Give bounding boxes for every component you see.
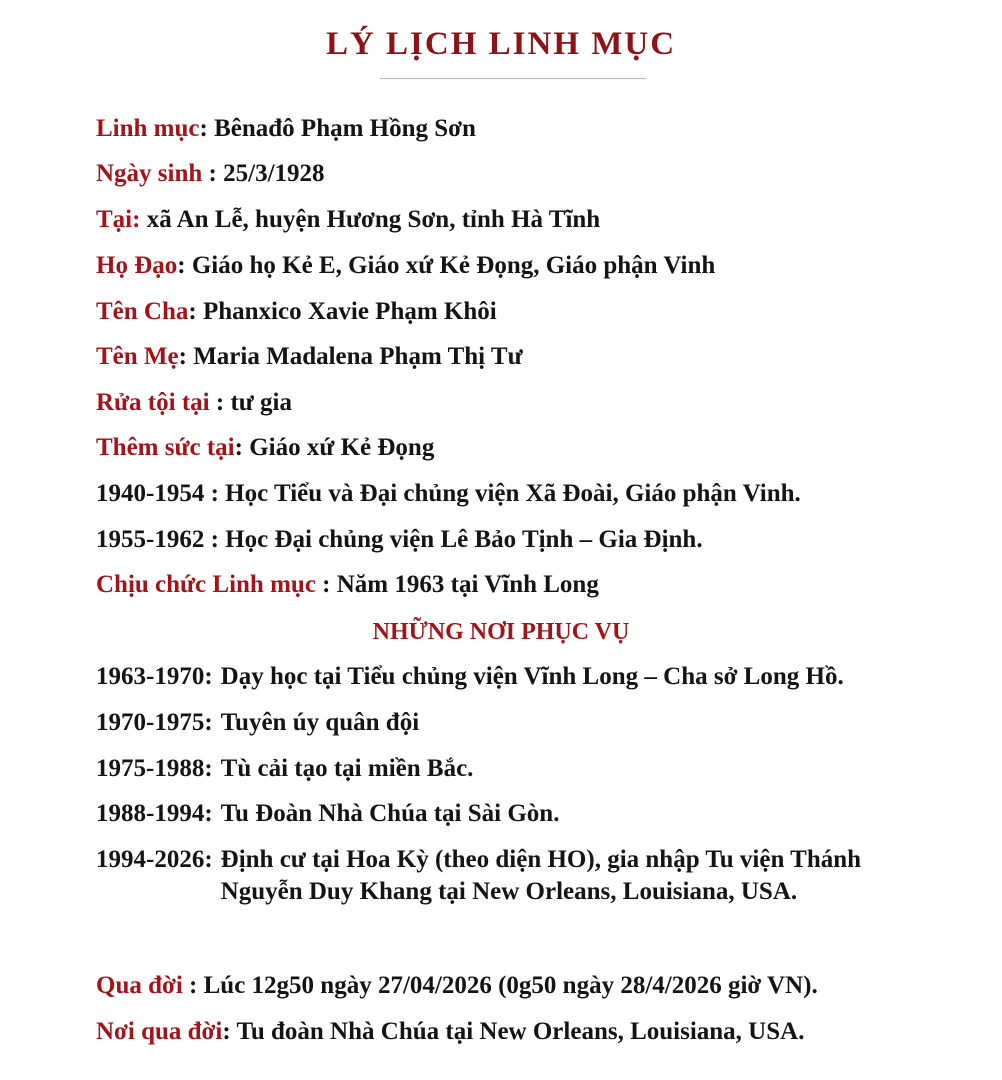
page-title: LÝ LỊCH LINH MỤC [325, 26, 677, 62]
death-label: Qua đời [96, 972, 183, 999]
profile-line-mother [96, 342, 523, 372]
service-years: 1994-2026: [96, 846, 213, 873]
profile-value: Giáo xứ Kẻ Đọng [249, 434, 435, 461]
service-text: Tuyên úy quân đội [220, 709, 420, 736]
death-separator: : [182, 972, 204, 999]
profile-line-priest [96, 114, 476, 144]
ordination-line [96, 570, 599, 600]
ordination-value: Năm 1963 tại Vĩnh Long [336, 571, 599, 598]
service-entry [96, 707, 419, 739]
profile-label: Tại: [96, 206, 141, 233]
profile-value: tư gia [230, 389, 292, 416]
service-years: 1970-1975: [96, 709, 213, 736]
service-text: Dạy học tại Tiểu chủng viện Vĩnh Long – Cha sở Long Hồ. [220, 663, 844, 690]
profile-separator: : [202, 160, 224, 187]
profile-separator: : [199, 115, 215, 142]
ordination-separator: : [315, 571, 337, 598]
profile-label: Thêm sức tại [96, 434, 235, 461]
profile-line-birthdate [96, 159, 325, 189]
service-text: Tù cải tạo tại miền Bắc. [220, 755, 474, 782]
service-text: Định cư tại Hoa Kỳ (theo diện HO), gia nhập Tu viện Thánh Nguyễn Duy Khang tại New Orleans, Louisiana, USA. [220, 846, 862, 905]
profile-line-father [96, 297, 497, 327]
profile-value: Phanxico Xavie Phạm Khôi [202, 298, 497, 325]
profile-value: Maria Madalena Phạm Thị Tư [193, 343, 523, 370]
death-place-value: Tu đoàn Nhà Chúa tại New Orleans, Louisiana, USA. [236, 1018, 805, 1045]
profile-value: Bênađô Phạm Hồng Sơn [214, 115, 476, 142]
profile-separator: : [177, 252, 192, 279]
profile-label: Họ Đạo [96, 252, 178, 279]
service-years: 1963-1970: [96, 663, 213, 690]
profile-label: Rửa tội tại [96, 389, 210, 416]
education-line: 1955-1962 : Học Đại chủng viện Lê Bảo Tịnh – Gia Định. [96, 526, 703, 553]
profile-label: Tên Cha [96, 298, 189, 325]
title-divider [380, 78, 646, 79]
profile-label: Linh mục [96, 115, 200, 142]
profile-separator: : [188, 298, 203, 325]
profile-value: xã An Lễ, huyện Hương Sơn, tỉnh Hà Tĩnh [146, 206, 601, 233]
profile-value: 25/3/1928 [223, 160, 325, 187]
death-place-line [96, 1017, 804, 1047]
profile-separator: : [178, 343, 194, 370]
service-heading: NHỮNG NƠI PHỤC VỤ [372, 619, 630, 645]
profile-separator: : [234, 434, 250, 461]
service-entry [96, 844, 926, 908]
death-place-separator: : [222, 1018, 237, 1045]
profile-label: Tên Mẹ [96, 343, 179, 370]
profile-line-birthplace [96, 205, 600, 235]
profile-separator: : [209, 389, 231, 416]
service-years: 1988-1994: [96, 800, 213, 827]
ordination-label: Chịu chức Linh mục [96, 571, 316, 598]
death-line [96, 971, 818, 1001]
service-text: Tu Đoàn Nhà Chúa tại Sài Gòn. [220, 800, 560, 827]
profile-line-confirmation [96, 433, 434, 463]
profile-line-parish [96, 251, 715, 281]
death-place-label: Nơi qua đời [96, 1018, 223, 1045]
profile-label: Ngày sinh [96, 160, 203, 187]
profile-value: Giáo họ Kẻ E, Giáo xứ Kẻ Đọng, Giáo phận Vinh [191, 252, 716, 279]
profile-line-baptism [96, 388, 292, 418]
service-entry [96, 661, 844, 693]
service-entry [96, 798, 559, 830]
education-line: 1940-1954 : Học Tiểu và Đại chủng viện Xã Đoài, Giáo phận Vinh. [96, 480, 801, 507]
service-years: 1975-1988: [96, 755, 213, 782]
death-value: Lúc 12g50 ngày 27/04/2026 (0g50 ngày 28/4/2026 giờ VN). [203, 972, 818, 999]
service-entry [96, 753, 473, 785]
